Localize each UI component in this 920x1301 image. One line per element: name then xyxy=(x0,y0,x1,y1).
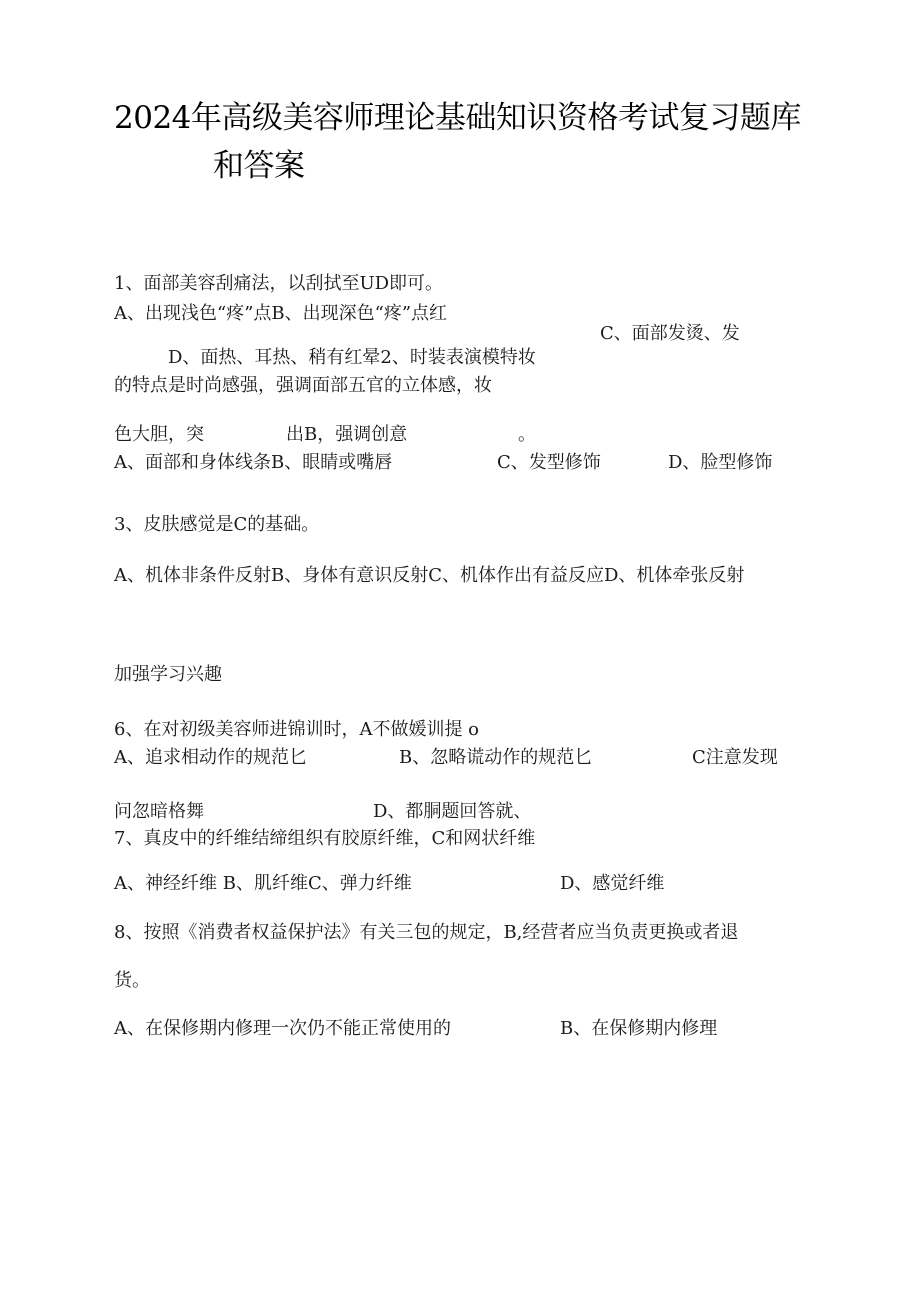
question-3: 3、皮肤感觉是C的基础。 xyxy=(114,514,320,535)
question-8-option-b: B、在保修期内修理 xyxy=(560,1018,718,1039)
question-3-options: A、机体非条件反射B、身体有意识反射C、机体作出有益反应D、机体牵张反射 xyxy=(114,565,745,586)
question-1: 1、面部美容刮痛法，以刮拭至UD即可。 xyxy=(114,273,444,294)
question-2-continued-part-c: 。 xyxy=(518,424,536,445)
question-2-continued-part-b: 出B，强调创意 xyxy=(286,424,408,445)
question-2-option-d: D、脸型修饰 xyxy=(668,452,773,473)
question-8-option-a: A、在保修期内修理一次仍不能正常使用的 xyxy=(114,1018,451,1039)
question-2-option-c: C、发型修饰 xyxy=(497,452,601,473)
question-2-continued: 的特点是时尚感强，强调面部五官的立体感，妆 xyxy=(114,375,492,396)
question-2-continued-part-a: 色大胆，突 xyxy=(114,424,204,445)
question-6-option-b: B、忽略谎动作的规范匕 xyxy=(399,747,593,768)
question-6: 6、在对初级美容师进锦训时，A不做媛训提 o xyxy=(114,719,480,740)
question-1-options-ab: A、出现浅色“疼”点B、出现深色“疼”点红 xyxy=(114,303,448,324)
question-1-option-c: C、面部发烫、发 xyxy=(600,323,740,344)
question-6-option-c: C注意发现 xyxy=(692,747,778,768)
question-6-continued: 问忽暗格舞 xyxy=(114,801,204,822)
question-7-option-d: D、感觉纤维 xyxy=(560,873,665,894)
question-7: 7、真皮中的纤维结缔组织有胶原纤维，C和网状纤维 xyxy=(114,828,536,849)
question-8: 8、按照《消费者权益保护法》有关三包的规定，B,经营者应当负责更换或者退 xyxy=(114,922,739,943)
question-2-options-ab: A、面部和身体线条B、眼睛或嘴唇 xyxy=(114,452,393,473)
question-1-option-d-question-2: D、面热、耳热、稍有红晕2、时装表演模特妆 xyxy=(168,347,536,368)
document-title-line-2: 和答案 xyxy=(213,148,305,184)
question-6-option-d: D、都胴题回答就、 xyxy=(373,801,532,822)
fragment-line: 加强学习兴趣 xyxy=(114,664,222,685)
question-8-continued: 货。 xyxy=(114,970,150,991)
document-title-line-1: 2024年高级美容师理论基础知识资格考试复习题库 xyxy=(114,100,801,136)
question-7-options-abc: A、神经纤维 B、肌纤维C、弹力纤维 xyxy=(114,873,412,894)
question-6-option-a: A、追求相动作的规范匕 xyxy=(114,747,307,768)
